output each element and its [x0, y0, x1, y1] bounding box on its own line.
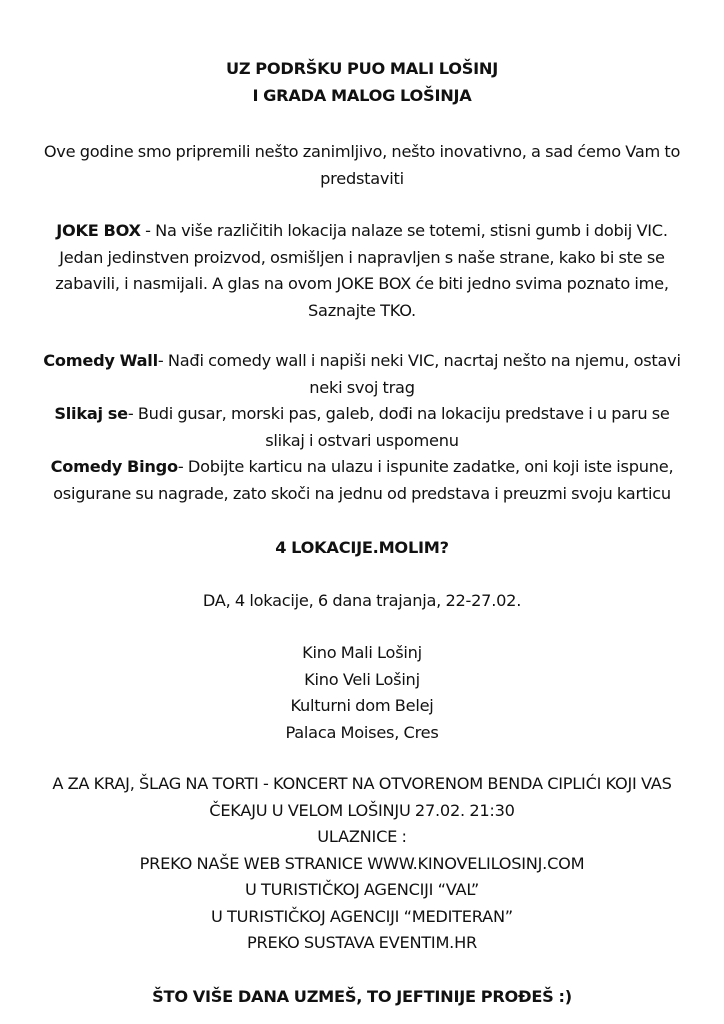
slikaj-se-line-2: slikaj i ostvari uspomenu	[265, 430, 459, 450]
concert-line-1: A ZA KRAJ, ŠLAG NA TORTI - KONCERT NA OTVORENOM BENDA CIPLIĆI KOJI VAS	[52, 774, 672, 793]
joke-box-line-1-text: - Na više različitih lokacija nalaze se totemi, stisni gumb i dobij VIC.	[140, 221, 668, 240]
locations-summary: DA, 4 lokacije, 6 dana trajanja, 22-27.02.	[202, 591, 522, 610]
joke-box-line-3: zabavili, i nasmijali. A glas na ovom JOKE BOX će biti jedno svima poznato ime,	[55, 274, 669, 293]
sponsor-heading-line-2: I GRADA MALOG LOŠINJA	[252, 85, 472, 105]
ticket-option: PREKO NAŠE WEB STRANICE WWW.KINOVELILOSINJ.COM	[139, 853, 585, 873]
comedy-bingo-line-1-text: - Dobijte karticu na ulazu i ispunite zadatke, oni koji iste ispune,	[177, 457, 674, 476]
slikaj-se-line-1-text: - Budi gusar, morski pas, galeb, dođi na lokaciju predstave i u paru se	[127, 404, 670, 423]
location-item: Kino Veli Lošinj	[304, 669, 420, 689]
joke-box-line-1	[0, 218, 724, 245]
locations-list	[0, 640, 724, 746]
ticket-option: PREKO SUSTAVA EVENTIM.HR	[246, 933, 477, 952]
joke-box-line-4: Saznajte TKO.	[308, 300, 416, 320]
ticket-option: U TURISTIČKOJ AGENCIJI “MEDITERAN”	[211, 906, 513, 926]
comedy-wall-title: Comedy Wall	[43, 351, 158, 370]
closing-line: ŠTO VIŠE DANA UZMEŠ, TO JEFTINIJE PROĐEŠ :)	[152, 987, 572, 1006]
intro-paragraph	[0, 139, 724, 192]
intro-line-1: Ove godine smo pripremili nešto zanimljivo, nešto inovativno, a sad ćemo Vam to	[43, 142, 681, 161]
slikaj-se-line-1	[0, 401, 724, 428]
joke-box-paragraph	[0, 218, 724, 324]
concert-section	[0, 771, 724, 957]
comedy-bingo-title: Comedy Bingo	[50, 457, 178, 476]
comedy-wall-line-2: neki svoj trag	[309, 377, 415, 397]
joke-box-line-2: Jedan jedinstven proizvod, osmišljen i napravljen s naše strane, kako bi ste se	[59, 247, 665, 267]
locations-heading: 4 LOKACIJE.MOLIM?	[275, 538, 449, 557]
tickets-label: ULAZNICE :	[317, 827, 407, 846]
comedy-wall-line-1	[0, 348, 724, 375]
location-item: Kino Mali Lošinj	[302, 643, 422, 662]
sponsor-heading-line-1: UZ PODRŠKU PUO MALI LOŠINJ	[225, 59, 498, 78]
location-item: Kulturni dom Belej	[290, 696, 434, 715]
comedy-bingo-line-1	[0, 454, 724, 481]
activities-list	[0, 348, 724, 507]
ticket-option: U TURISTIČKOJ AGENCIJI “VAL”	[245, 880, 479, 899]
slikaj-se-title: Slikaj se	[54, 404, 128, 423]
concert-line-2: ČEKAJU U VELOM LOŠINJU 27.02. 21:30	[209, 800, 515, 820]
sponsor-heading	[0, 56, 724, 109]
intro-line-2: predstaviti	[320, 168, 404, 188]
location-item: Palaca Moises, Cres	[285, 722, 439, 742]
comedy-bingo-line-2: osigurane su nagrade, zato skoči na jednu od predstava i preuzmi svoju karticu	[53, 483, 671, 503]
comedy-wall-line-1-text: - Nađi comedy wall i napiši neki VIC, nacrtaj nešto na njemu, ostavi	[157, 351, 681, 370]
joke-box-title: JOKE BOX	[56, 221, 141, 240]
